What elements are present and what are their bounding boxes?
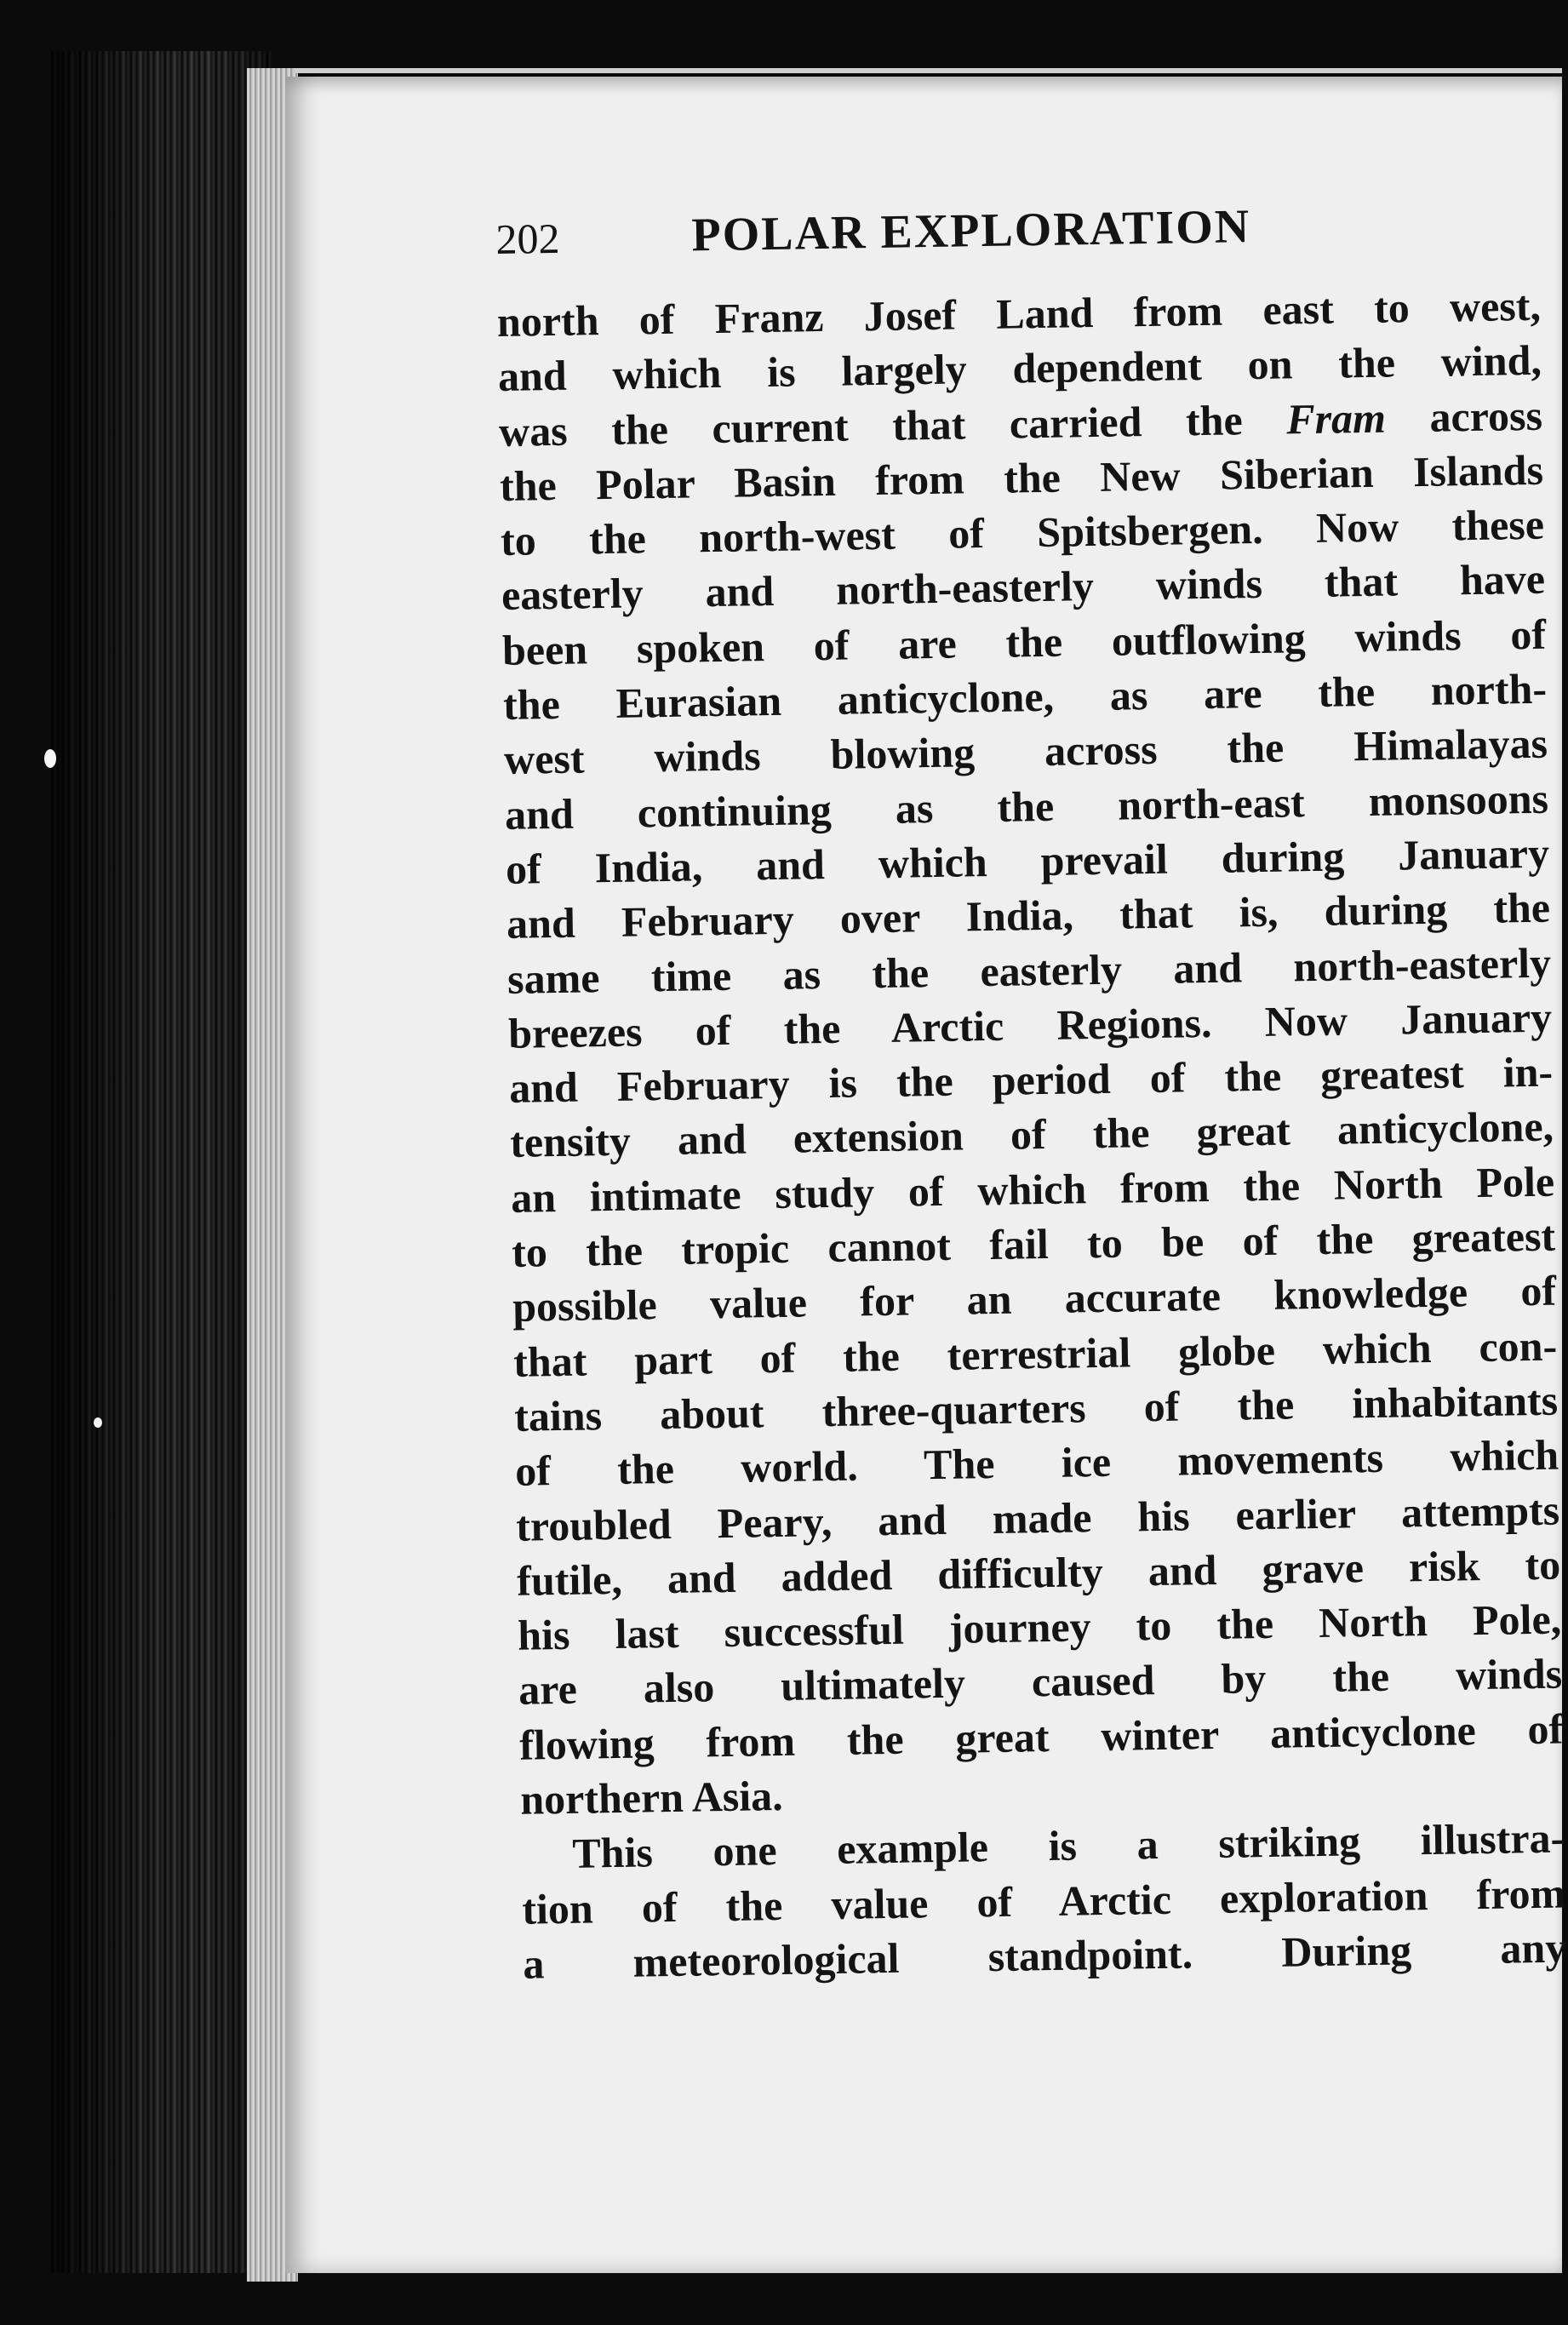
text-line: to the north-west of Spitsbergen. Now these	[500, 500, 1545, 565]
text-line: been spoken of are the outflowing winds of	[501, 610, 1547, 674]
spine-shadow	[51, 51, 272, 2273]
text-line: an intimate study of which from the North Pole	[510, 1157, 1555, 1222]
text-line: west winds blowing across the Himalayas	[503, 719, 1548, 784]
text-segment: was the current that carried the	[498, 395, 1287, 455]
paragraph-1	[497, 278, 1565, 1827]
scan-speck	[44, 749, 56, 768]
text-line: the Polar Basin from the New Siberian Islands	[499, 445, 1544, 510]
text-line: same time as the easterly and north-easterly	[506, 938, 1552, 1003]
text-line: breezes of the Arctic Regions. Now January	[507, 993, 1553, 1057]
text-line: and continuing as the north-east monsoons	[504, 774, 1549, 839]
running-title: POLAR EXPLORATION	[690, 200, 1251, 262]
text-line: north of Franz Josef Land from east to west,	[496, 281, 1542, 346]
text-line: This one example is a striking illustra-	[571, 1813, 1565, 1878]
text-line: are also ultimately caused by the winds	[518, 1649, 1563, 1715]
ship-name-italic: Fram	[1285, 393, 1387, 444]
text-line: futile, and added difficulty and grave risk to	[516, 1540, 1561, 1605]
page-top-edge	[294, 68, 1562, 73]
text-line: easterly and north-easterly winds that have	[501, 555, 1546, 620]
text-line: tains about three-quarters of the inhabitants	[513, 1376, 1559, 1440]
text-line: and which is largely dependent on the wind,	[497, 336, 1542, 401]
text-line: his last successful journey to the North Pole,	[517, 1595, 1562, 1659]
text-line: northern Asia.	[519, 1771, 784, 1824]
text-line: the Eurasian anticyclone, as are the north-	[502, 664, 1548, 730]
text-line: a meteorological standpoint. During any	[522, 1923, 1567, 1988]
paragraph-2	[521, 1811, 1567, 1991]
text-line: tensity and extension of the great anticyclone,	[509, 1102, 1554, 1167]
text-line: and February over India, that is, during the	[506, 883, 1551, 948]
text-line: of India, and which prevail during January	[505, 828, 1550, 893]
text-line: of the world. The ice movements which	[514, 1430, 1559, 1496]
text-line: possible value for an accurate knowledge of	[512, 1266, 1557, 1331]
scan-speck	[94, 1417, 102, 1428]
text-line: and February is the period of the greatest in-	[508, 1047, 1554, 1113]
text-segment: across	[1385, 391, 1543, 442]
text-line: that part of the terrestrial globe which con-	[512, 1321, 1558, 1386]
text-line: tion of the value of Arctic exploration from	[521, 1869, 1566, 1933]
page-number: 202	[495, 214, 560, 263]
page-content	[495, 195, 1567, 1991]
text-line: to the tropic cannot fail to be of the greatest	[511, 1211, 1556, 1276]
text-line: flowing from the great winter anticyclone of	[518, 1704, 1564, 1769]
text-line: troubled Peary, and made his earlier attempts	[515, 1486, 1560, 1550]
